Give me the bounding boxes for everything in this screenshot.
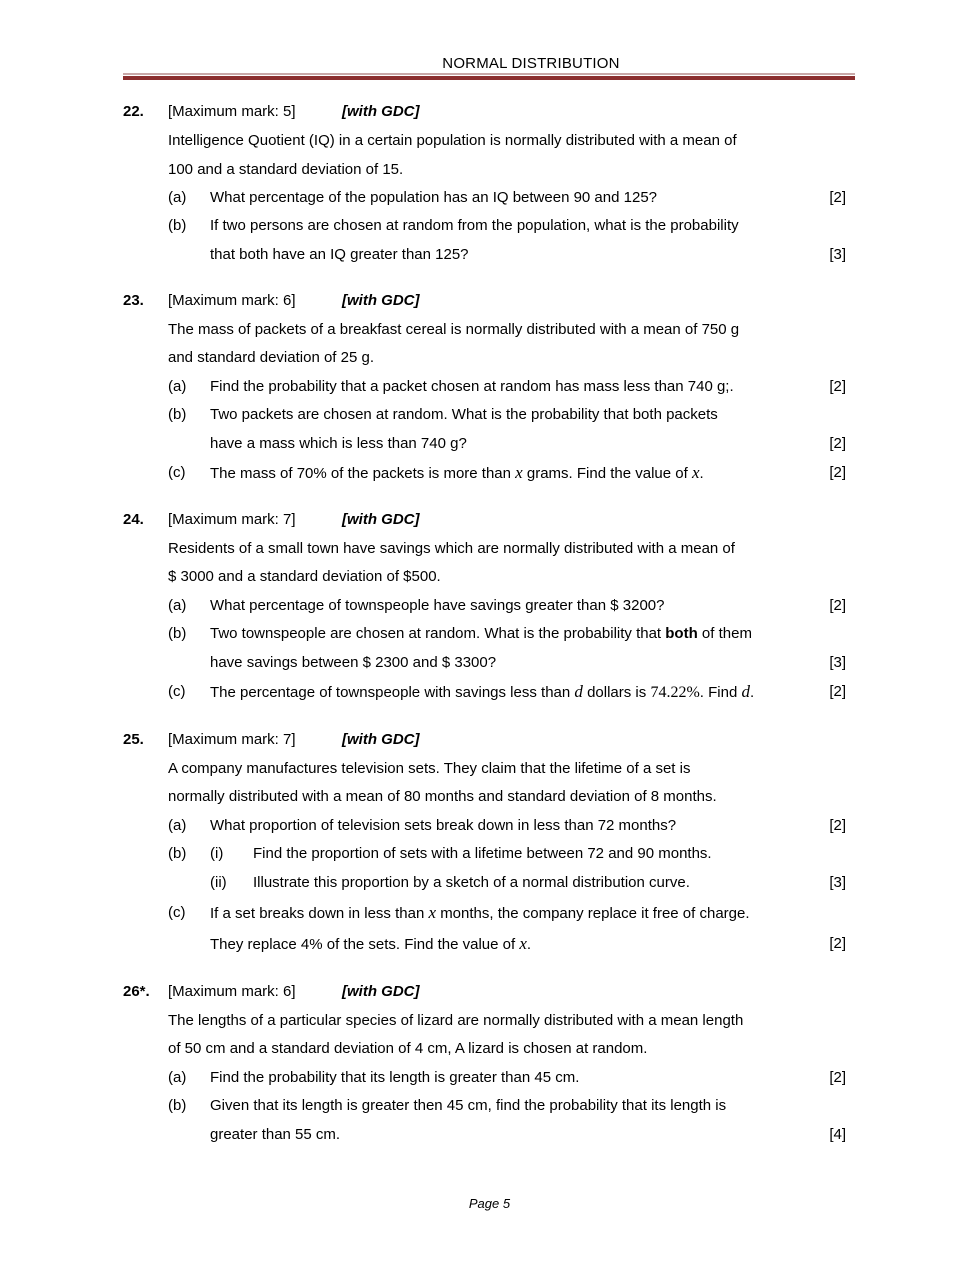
part-marks: [2] xyxy=(829,935,846,952)
part-marks: [3] xyxy=(829,246,846,263)
part-marks: [2] xyxy=(829,597,846,614)
gdc-tag: [with GDC] xyxy=(342,103,420,120)
question-number: 26*. xyxy=(123,983,150,1000)
question-stem-line: A company manufactures television sets. They claim that the lifetime of a set is xyxy=(168,760,691,777)
question-number: 25. xyxy=(123,731,144,748)
question-stem-line: 100 and a standard deviation of 15. xyxy=(168,161,404,178)
question-stem-line: $ 3000 and a standard deviation of $500. xyxy=(168,568,441,585)
text-segment: . xyxy=(699,465,704,482)
part-text: If two persons are chosen at random from the population, what is the probability xyxy=(210,217,739,234)
page-header-title: NORMAL DISTRIBUTION xyxy=(442,55,620,72)
question-number: 22. xyxy=(123,103,144,120)
part-label: (c) xyxy=(168,683,186,700)
part-label: (a) xyxy=(168,817,187,834)
question-stem-line: The mass of packets of a breakfast cereal is normally distributed with a mean of 750 g xyxy=(168,321,740,338)
text-segment: dollars is xyxy=(587,684,647,701)
part-marks: [2] xyxy=(829,435,846,452)
part-label: (b) xyxy=(168,625,187,642)
part-marks: [2] xyxy=(829,378,846,395)
text-segment: . xyxy=(526,936,532,953)
page-number: Page 5 xyxy=(468,1196,511,1211)
subpart-text: Illustrate this proportion by a sketch of a normal distribution curve. xyxy=(253,874,690,891)
part-label: (b) xyxy=(168,845,187,862)
question-stem-line: The lengths of a particular species of lizard are normally distributed with a mean length xyxy=(168,1012,744,1029)
maximum-mark: [Maximum mark: 6] xyxy=(168,292,296,309)
question-number: 24. xyxy=(123,511,144,528)
part-label: (b) xyxy=(168,1097,187,1114)
part-label: (c) xyxy=(168,904,186,921)
gdc-tag: [with GDC] xyxy=(342,511,420,528)
text-segment: of them xyxy=(701,625,752,642)
text-segment: They replace 4% of the sets. Find the value of xyxy=(210,936,516,953)
math-variable: x xyxy=(515,463,523,482)
math-variable: x xyxy=(519,934,527,953)
part-marks: [2] xyxy=(829,464,846,481)
header-rule-thick xyxy=(123,76,855,80)
part-marks: [2] xyxy=(829,683,846,700)
maximum-mark: [Maximum mark: 7] xyxy=(168,731,296,748)
gdc-tag: [with GDC] xyxy=(342,292,420,309)
part-marks: [2] xyxy=(829,1069,846,1086)
part-text: What proportion of television sets break down in less than 72 months? xyxy=(210,817,677,834)
subpart-text: Find the proportion of sets with a lifetime between 72 and 90 months. xyxy=(253,845,712,862)
text-segment: . Find xyxy=(699,684,738,701)
gdc-tag: [with GDC] xyxy=(342,731,420,748)
part-label: (a) xyxy=(168,597,187,614)
question-stem-line: of 50 cm and a standard deviation of 4 cm, A lizard is chosen at random. xyxy=(168,1040,648,1057)
text-segment: The percentage of townspeople with savings less than xyxy=(210,684,571,701)
math-variable: d xyxy=(574,682,583,701)
subpart-label: (i) xyxy=(210,845,224,862)
math-variable: x xyxy=(691,463,700,482)
math-variable: d xyxy=(741,682,750,701)
part-label: (c) xyxy=(168,464,186,481)
text-segment: The mass of 70% of the packets is more than xyxy=(210,465,511,482)
text-segment: months, the company replace it free of charge. xyxy=(440,905,750,922)
part-text xyxy=(210,620,752,648)
maximum-mark: [Maximum mark: 5] xyxy=(168,103,296,120)
gdc-tag: [with GDC] xyxy=(342,983,420,1000)
maximum-mark: [Maximum mark: 7] xyxy=(168,511,296,528)
part-marks: [3] xyxy=(829,874,846,891)
part-text: have savings between $ 2300 and $ 3300? xyxy=(210,654,497,671)
part-text: What percentage of townspeople have savings greater than $ 3200? xyxy=(210,597,665,614)
text-segment: grams. Find the value of xyxy=(526,465,688,482)
text-segment: . xyxy=(749,684,755,701)
part-text xyxy=(210,678,754,706)
part-label: (a) xyxy=(168,378,187,395)
question-stem-line: Residents of a small town have savings which are normally distributed with a mean of xyxy=(168,540,735,557)
part-marks: [4] xyxy=(829,1126,846,1143)
part-text: have a mass which is less than 740 g? xyxy=(210,435,467,452)
question-stem-line: Intelligence Quotient (IQ) in a certain population is normally distributed with a mean of xyxy=(168,132,737,149)
part-marks: [3] xyxy=(829,654,846,671)
question-number: 23. xyxy=(123,292,144,309)
part-label: (b) xyxy=(168,217,187,234)
part-text xyxy=(210,899,750,927)
part-text xyxy=(210,459,704,487)
text-segment: Two townspeople are chosen at random. What is the probability that xyxy=(210,625,662,642)
header-rule-thin xyxy=(123,73,855,75)
part-text: Find the probability that its length is greater than 45 cm. xyxy=(210,1069,580,1086)
part-marks: [2] xyxy=(829,817,846,834)
part-text: Find the probability that a packet chosen at random has mass less than 740 g;. xyxy=(210,378,734,395)
question-stem-line: normally distributed with a mean of 80 months and standard deviation of 8 months. xyxy=(168,788,717,805)
part-label: (b) xyxy=(168,406,187,423)
part-text: What percentage of the population has an IQ between 90 and 125? xyxy=(210,189,657,206)
part-text: Given that its length is greater then 45 cm, find the probability that its length is xyxy=(210,1097,727,1114)
part-label: (a) xyxy=(168,189,187,206)
math-variable: x xyxy=(428,903,437,922)
percentage-value: 74.22% xyxy=(650,684,700,701)
part-text: greater than 55 cm. xyxy=(210,1126,341,1143)
part-text: that both have an IQ greater than 125? xyxy=(210,246,469,263)
part-label: (a) xyxy=(168,1069,187,1086)
maximum-mark: [Maximum mark: 6] xyxy=(168,983,296,1000)
emphasis-text: both xyxy=(665,625,698,642)
part-text xyxy=(210,930,531,958)
subpart-label: (ii) xyxy=(210,874,227,891)
part-marks: [2] xyxy=(829,189,846,206)
question-stem-line: and standard deviation of 25 g. xyxy=(168,349,374,366)
part-text: Two packets are chosen at random. What is the probability that both packets xyxy=(210,406,718,423)
text-segment: If a set breaks down in less than xyxy=(210,905,425,922)
